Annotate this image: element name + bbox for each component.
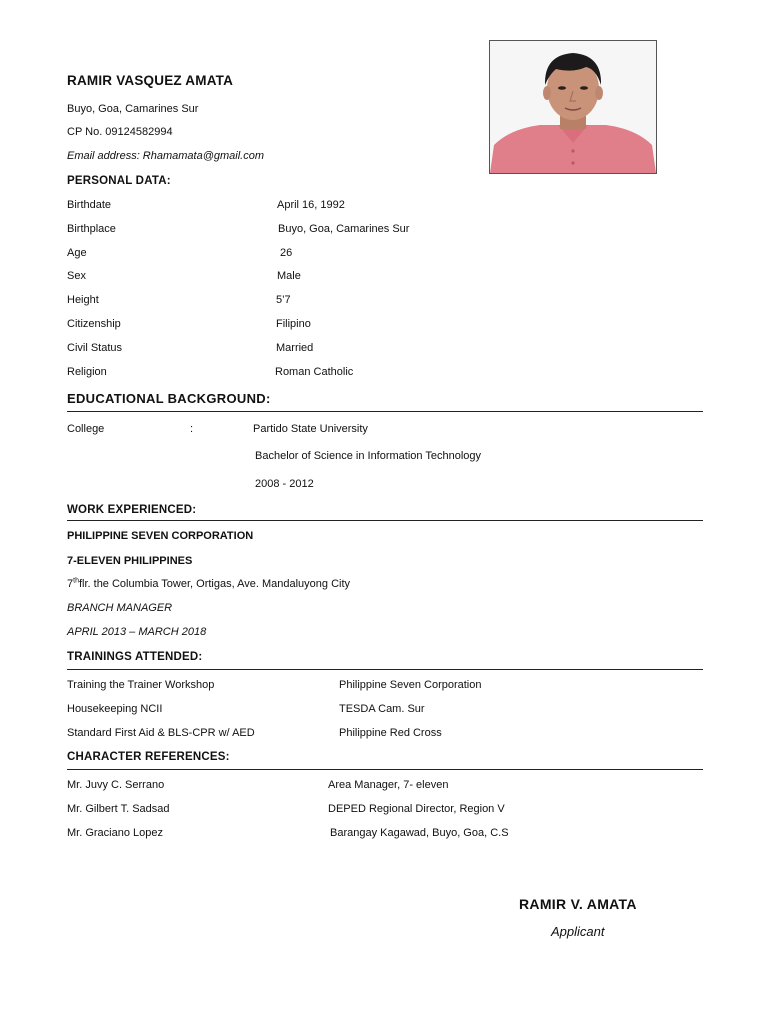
training-title-2: Housekeeping NCII bbox=[67, 703, 163, 715]
work-company: PHILIPPINE SEVEN CORPORATION bbox=[67, 530, 254, 542]
sex-value: Male bbox=[277, 270, 301, 282]
reference-title-3: Barangay Kagawad, Buyo, Goa, C.S bbox=[330, 827, 509, 839]
training-org-3: Philippine Red Cross bbox=[339, 727, 442, 739]
trainings-divider bbox=[67, 669, 703, 670]
birthdate-label: Birthdate bbox=[67, 199, 112, 211]
work-position: BRANCH MANAGER bbox=[67, 602, 173, 614]
education-level: College bbox=[67, 423, 105, 435]
age-label: Age bbox=[67, 247, 87, 259]
education-degree: Bachelor of Science in Information Technology bbox=[255, 450, 482, 462]
references-divider bbox=[67, 769, 703, 770]
reference-name-3: Mr. Graciano Lopez bbox=[67, 827, 163, 839]
age-value: 26 bbox=[280, 247, 293, 259]
training-title-1: Training the Trainer Workshop bbox=[67, 679, 215, 691]
training-org-2: TESDA Cam. Sur bbox=[339, 703, 425, 715]
work-address-ordinal: th bbox=[73, 577, 79, 585]
work-heading: WORK EXPERIENCED: bbox=[67, 504, 197, 516]
work-address-number: 7 bbox=[67, 578, 74, 590]
reference-title-1: Area Manager, 7- eleven bbox=[328, 779, 449, 791]
religion-label: Religion bbox=[67, 366, 107, 378]
citizenship-label: Citizenship bbox=[67, 318, 121, 330]
applicant-photo bbox=[489, 40, 657, 174]
work-divider bbox=[67, 520, 703, 521]
signature-role: Applicant bbox=[551, 924, 605, 939]
training-title-3: Standard First Aid & BLS-CPR w/ AED bbox=[67, 727, 255, 739]
applicant-photo-image bbox=[490, 41, 656, 173]
height-label: Height bbox=[67, 294, 99, 306]
civil-status-value: Married bbox=[276, 342, 314, 354]
work-brand: 7-ELEVEN PHILIPPINES bbox=[67, 555, 193, 567]
height-value: 5’7 bbox=[276, 294, 291, 306]
education-heading: EDUCATIONAL BACKGROUND: bbox=[67, 391, 271, 406]
education-school: Partido State University bbox=[253, 423, 368, 435]
training-org-1: Philippine Seven Corporation bbox=[339, 679, 482, 691]
civil-status-label: Civil Status bbox=[67, 342, 123, 354]
work-address bbox=[67, 578, 350, 590]
references-heading: CHARACTER REFERENCES: bbox=[67, 751, 230, 763]
education-colon: : bbox=[190, 423, 194, 435]
sex-label: Sex bbox=[67, 270, 86, 282]
signature-name: RAMIR V. AMATA bbox=[519, 896, 637, 912]
work-address-rest: flr. the Columbia Tower, Ortigas, Ave. Mandaluyong City bbox=[78, 578, 351, 590]
reference-title-2: DEPED Regional Director, Region V bbox=[328, 803, 505, 815]
birthdate-value: April 16, 1992 bbox=[277, 199, 345, 211]
personal-data-heading: PERSONAL DATA: bbox=[67, 175, 171, 187]
trainings-heading: TRAININGS ATTENDED: bbox=[67, 651, 203, 663]
education-years: 2008 - 2012 bbox=[255, 478, 314, 490]
phone-number: CP No. 09124582994 bbox=[67, 126, 173, 138]
education-divider bbox=[67, 411, 703, 412]
citizenship-value: Filipino bbox=[276, 318, 311, 330]
reference-name-2: Mr. Gilbert T. Sadsad bbox=[67, 803, 170, 815]
birthplace-label: Birthplace bbox=[67, 223, 116, 235]
email-address: Email address: Rhamamata@gmail.com bbox=[67, 150, 265, 162]
work-period: APRIL 2013 – MARCH 2018 bbox=[67, 626, 207, 638]
address: Buyo, Goa, Camarines Sur bbox=[67, 103, 199, 115]
religion-value: Roman Catholic bbox=[275, 366, 354, 378]
birthplace-value: Buyo, Goa, Camarines Sur bbox=[278, 223, 410, 235]
applicant-name: RAMIR VASQUEZ AMATA bbox=[67, 73, 234, 88]
reference-name-1: Mr. Juvy C. Serrano bbox=[67, 779, 165, 791]
